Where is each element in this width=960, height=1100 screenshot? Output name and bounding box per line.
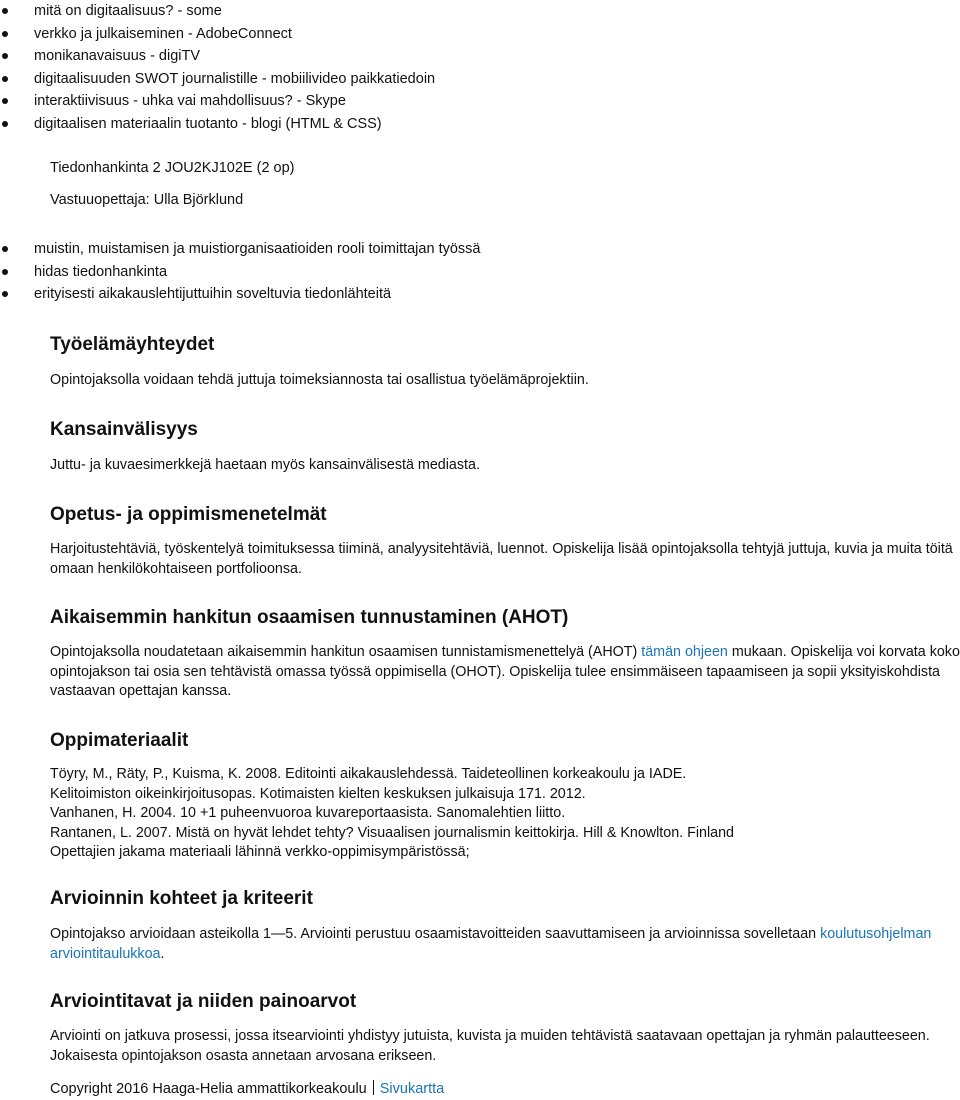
opetus-heading: Opetus- ja oppimismenetelmät xyxy=(50,504,327,525)
ahot-instructions-link[interactable]: tämän ohjeen xyxy=(641,644,728,660)
list-item: verkko ja julkaiseminen - AdobeConnect xyxy=(0,23,435,46)
list-item: muistin, muistamisen ja muistiorganisaatioiden rooli toimittajan työssä xyxy=(0,238,480,261)
copyright-text: Copyright 2016 Haaga-Helia ammattikorkeakoulu xyxy=(50,1081,367,1097)
reference-item: Kelitoimiston oikeinkirjoitusopas. Kotimaisten kielten keskuksen julkaisuja 171. 2012. xyxy=(50,785,586,802)
list-item: interaktiivisuus - uhka vai mahdollisuus? - Skype xyxy=(0,90,435,113)
course-teacher: Vastuuopettaja: Ulla Björklund xyxy=(50,192,244,208)
intro-bullet-list xyxy=(0,0,435,135)
assessment-table-link[interactable]: koulutusohjelman arviointitaulukkoa xyxy=(50,926,932,962)
arviointitavat-heading: Arviointitavat ja niiden painoarvot xyxy=(50,991,357,1012)
list-item: erityisesti aikakauslehtijuttuihin soveltuvia tiedonlähteitä xyxy=(0,283,480,306)
list-item: digitaalisuuden SWOT journalistille - mobiilivideo paikkatiedoin xyxy=(0,68,435,91)
reference-item: Opettajien jakama materiaali lähinnä verkko-oppimisympäristössä; xyxy=(50,844,470,860)
tyoelama-heading: Työelämäyhteydet xyxy=(50,334,215,355)
arviointi-heading: Arvioinnin kohteet ja kriteerit xyxy=(50,888,313,909)
list-item: digitaalisen materiaalin tuotanto - blogi (HTML & CSS) xyxy=(0,113,435,136)
reference-item: Rantanen, L. 2007. Mistä on hyvät lehdet tehty? Visuaalisen journalismin keittokirja. Hill & Knowlton. Finland xyxy=(50,824,734,841)
reference-item: Töyry, M., Räty, P., Kuisma, K. 2008. Editointi aikakauslehdessä. Taideteollinen korkeakoulu ja IADE. xyxy=(50,766,687,782)
footer xyxy=(50,1080,444,1097)
opetus-text: Harjoitustehtäviä, työskentelyä toimituksessa tiiminä, analyysitehtäviä, luennot. Opiskelija lisää opintojaksolla tehtyjä juttuja, kuvia ja muita töitä omaan henkilökohtaiseen portfolioonsa. xyxy=(50,541,953,577)
tyoelama-text: Opintojaksolla voidaan tehdä juttuja toimeksiannosta tai osallistua työelämäprojektiin. xyxy=(50,372,589,388)
oppimateriaalit-heading: Oppimateriaalit xyxy=(50,730,189,751)
list-item: monikanavaisuus - digiTV xyxy=(0,45,435,68)
ahot-text: Opintojaksolla noudatetaan aikaisemmin hankitun osaamisen tunnistamismenettelyä (AHOT) tämän ohjeen mukaan. Opiskelija voi korvata koko opintojakson tai osia sen tehtävistä omassa työssä oppimisella (OHOT). Opiskelija tulee ensimmäiseen tapaamiseen ja sopii yksityiskohdista vastaavan opettajan kanssa. xyxy=(50,644,960,699)
ahot-heading: Aikaisemmin hankitun osaamisen tunnustaminen (AHOT) xyxy=(50,607,569,628)
reference-list xyxy=(50,765,734,863)
kansainvalisyys-text: Juttu- ja kuvaesimerkkejä haetaan myös kansainvälisestä mediasta. xyxy=(50,457,480,473)
arviointi-text: Opintojakso arvioidaan asteikolla 1—5. Arviointi perustuu osaamistavoitteiden saavuttamiseen ja arvioinnissa sovelletaan koulutusohjelman arviointitaulukkoa. xyxy=(50,926,932,962)
kansainvalisyys-heading: Kansainvälisyys xyxy=(50,419,198,440)
list-item: hidas tiedonhankinta xyxy=(0,261,480,284)
reference-item: Vanhanen, H. 2004. 10 +1 puheenvuoroa kuvareportaasista. Sanomalehtien liitto. xyxy=(50,805,566,821)
course-title: Tiedonhankinta 2 JOU2KJ102E (2 op) xyxy=(50,160,295,176)
arviointitavat-text: Arviointi on jatkuva prosessi, jossa itsearviointi yhdistyy jutuista, kuvista ja muiden tehtävistä saatavaan opettajan ja ryhmän palautteeseen. Jokaisesta opintojakson osasta annetaan arvosana erikseen. xyxy=(50,1028,930,1064)
course-bullet-list xyxy=(0,238,480,306)
list-item: mitä on digitaalisuus? - some xyxy=(0,0,435,23)
footer-divider xyxy=(373,1080,374,1095)
sitemap-link[interactable]: Sivukartta xyxy=(379,1081,445,1097)
